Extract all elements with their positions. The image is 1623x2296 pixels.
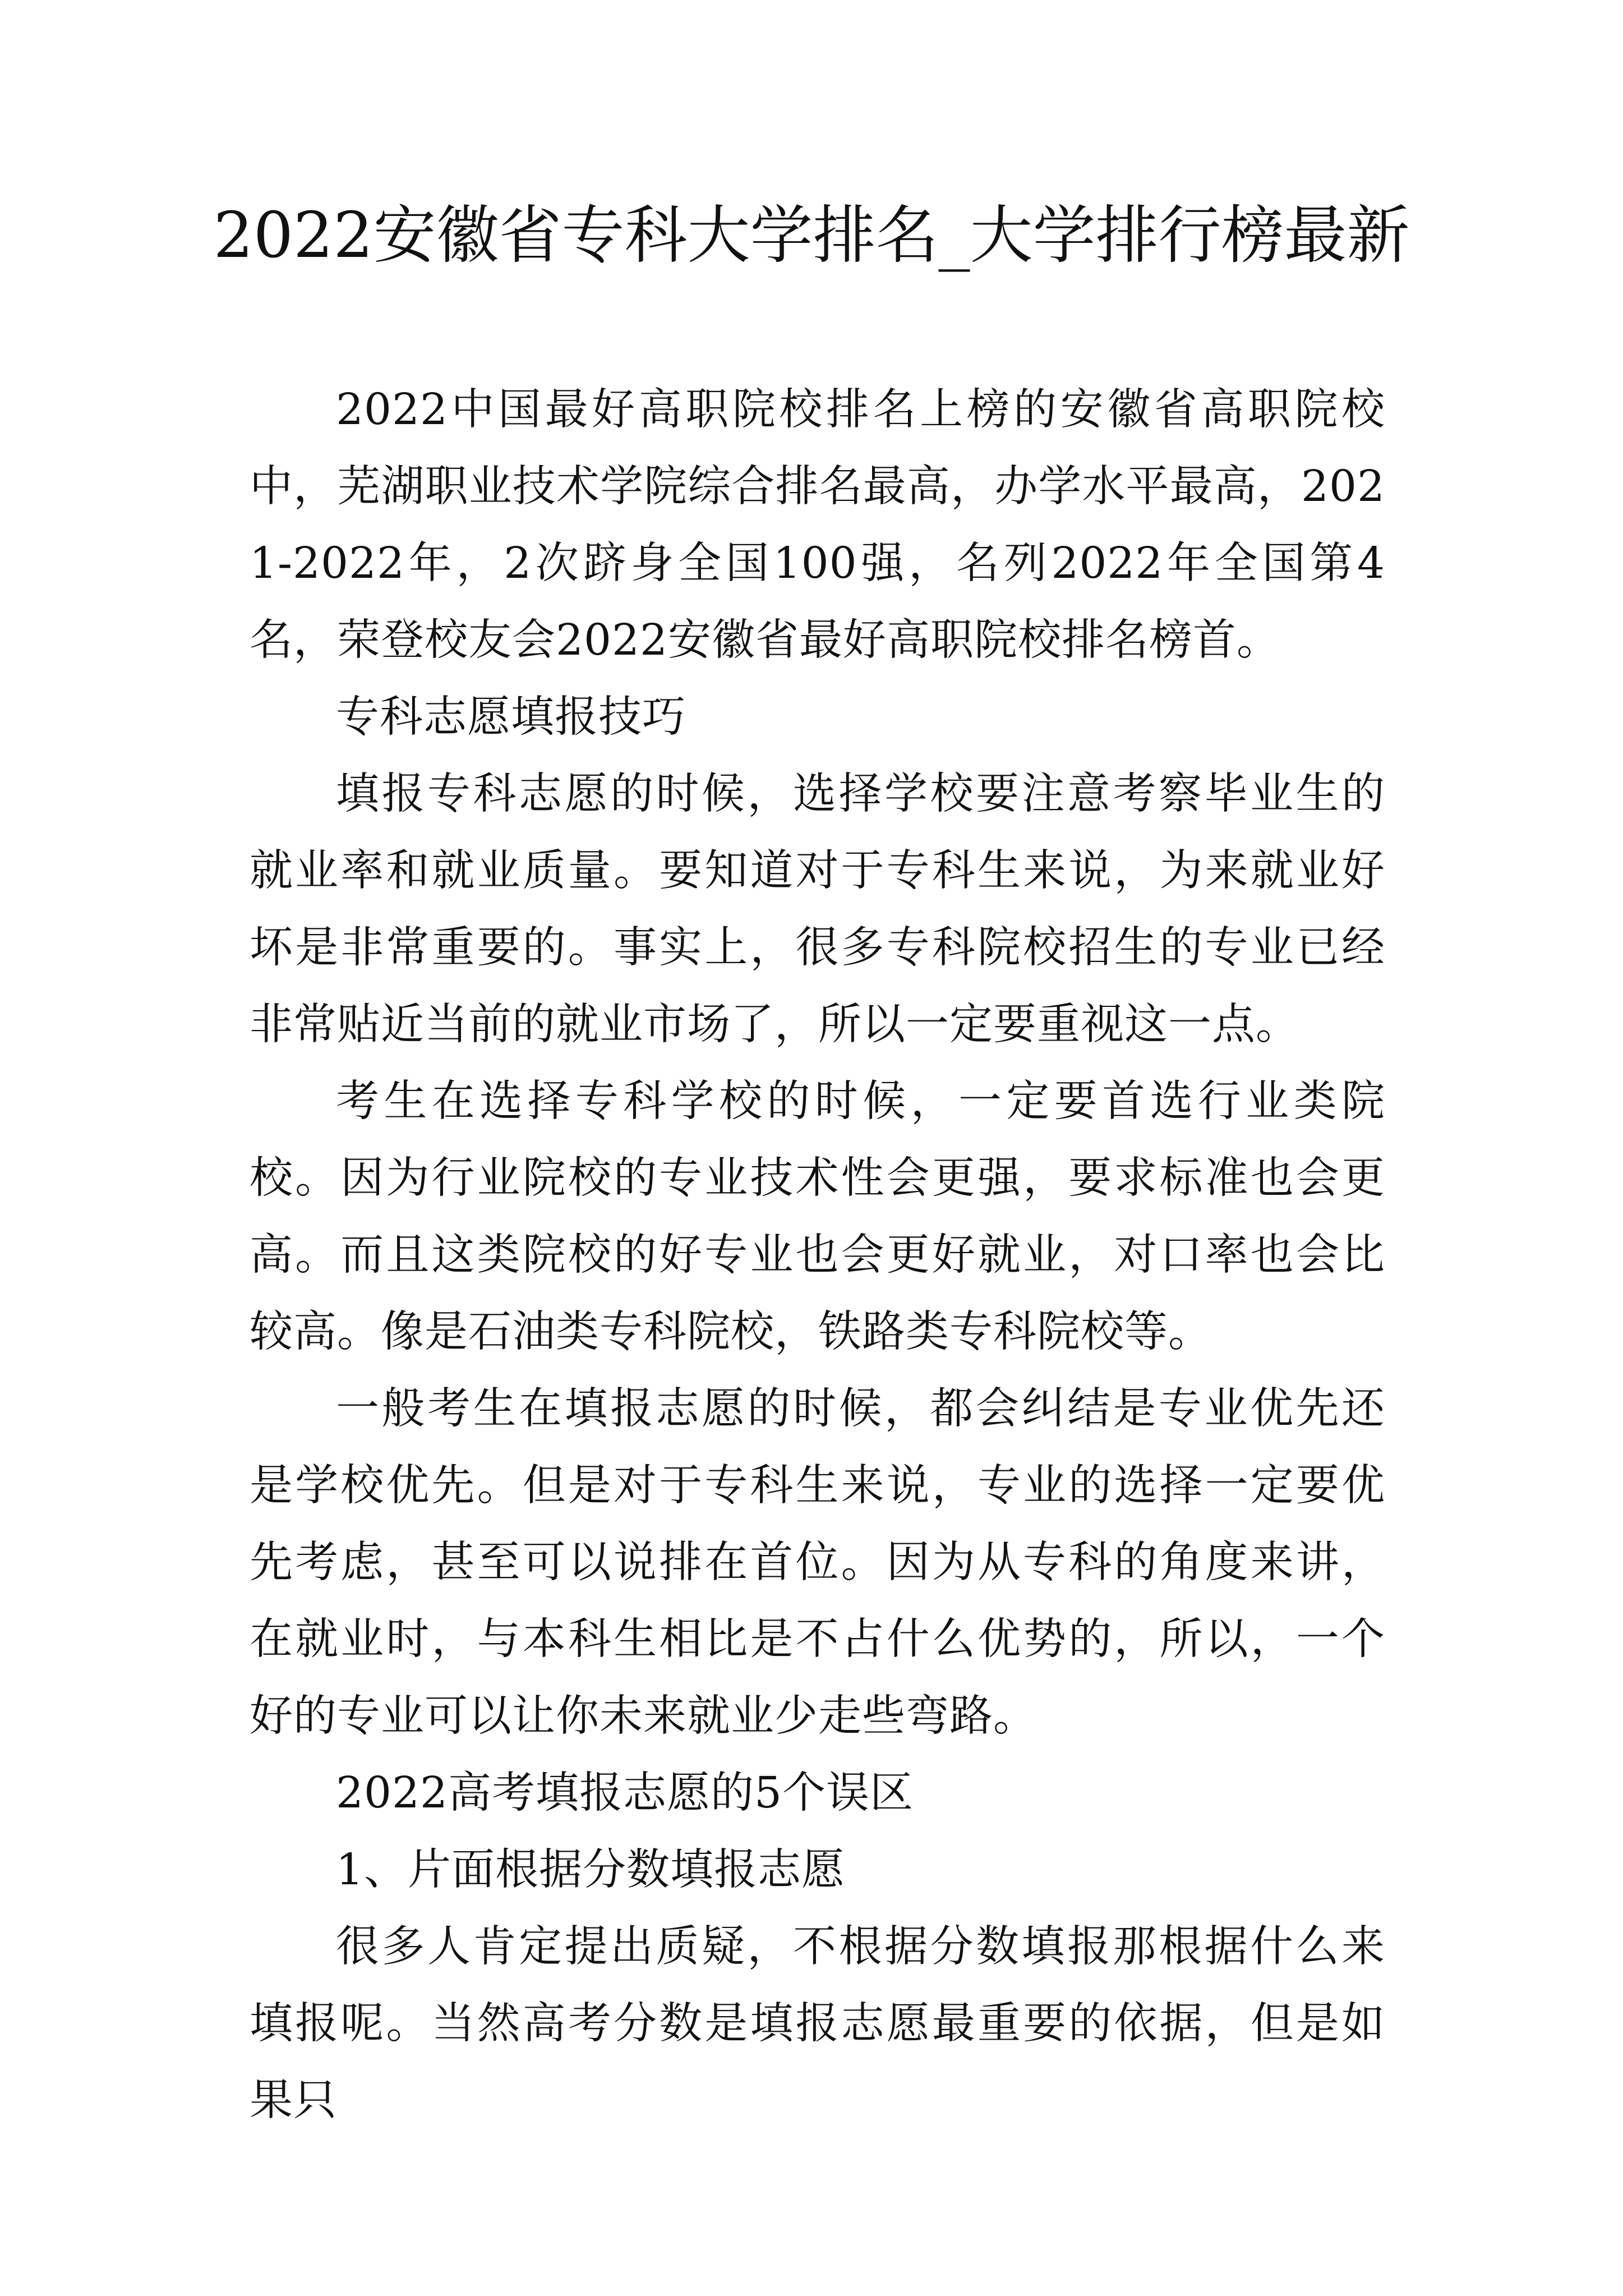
paragraph-industry-schools: 考生在选择专科学校的时候，一定要首选行业类院校。因为行业院校的专业技术性会更强，要求标准也会更高。而且这类院校的好专业也会更好就业，对口率也会比较高。像是石油类专科院校，铁路类专科院校等。	[250, 1076, 1385, 1357]
paragraph-heading-mistakes: 2022高考填报志愿的5个误区	[336, 1768, 914, 1818]
document-title: 2022安徽省专科大学排名_大学排行榜最新	[213, 199, 1410, 272]
paragraph-mistake-1-text: 很多人肯定提出质疑，不根据分数填报那根据什么来填报呢。当然高考分数是填报志愿最重要的依据，但是如果只	[250, 1922, 1385, 2125]
paragraph-mistake-1: 1、片面根据分数填报志愿	[336, 1845, 845, 1895]
paragraph-intro: 2022中国最好高职院校排名上榜的安徽省高职院校中，芜湖职业技术学院综合排名最高，办学水平最高，2021-2022年，2次跻身全国100强，名列2022年全国第4名，荣登校友会2022安徽省最好高职院校排名榜首。	[250, 385, 1385, 665]
paragraph-major-priority: 一般考生在填报志愿的时候，都会纠结是专业优先还是学校优先。但是对于专科生来说，专业的选择一定要优先考虑，甚至可以说排在首位。因为从专科的角度来讲，在就业时，与本科生相比是不占什么优势的，所以，一个好的专业可以让你未来就业少走些弯路。	[250, 1384, 1385, 1741]
document-body	[250, 371, 1385, 2139]
paragraph-heading-tips: 专科志愿填报技巧	[336, 692, 686, 742]
paragraph-employment: 填报专科志愿的时候，选择学校要注意考察毕业生的就业率和就业质量。要知道对于专科生来说，为来就业好坏是非常重要的。事实上，很多专科院校招生的专业已经非常贴近当前的就业市场了，所以一定要重视这一点。	[250, 769, 1385, 1050]
